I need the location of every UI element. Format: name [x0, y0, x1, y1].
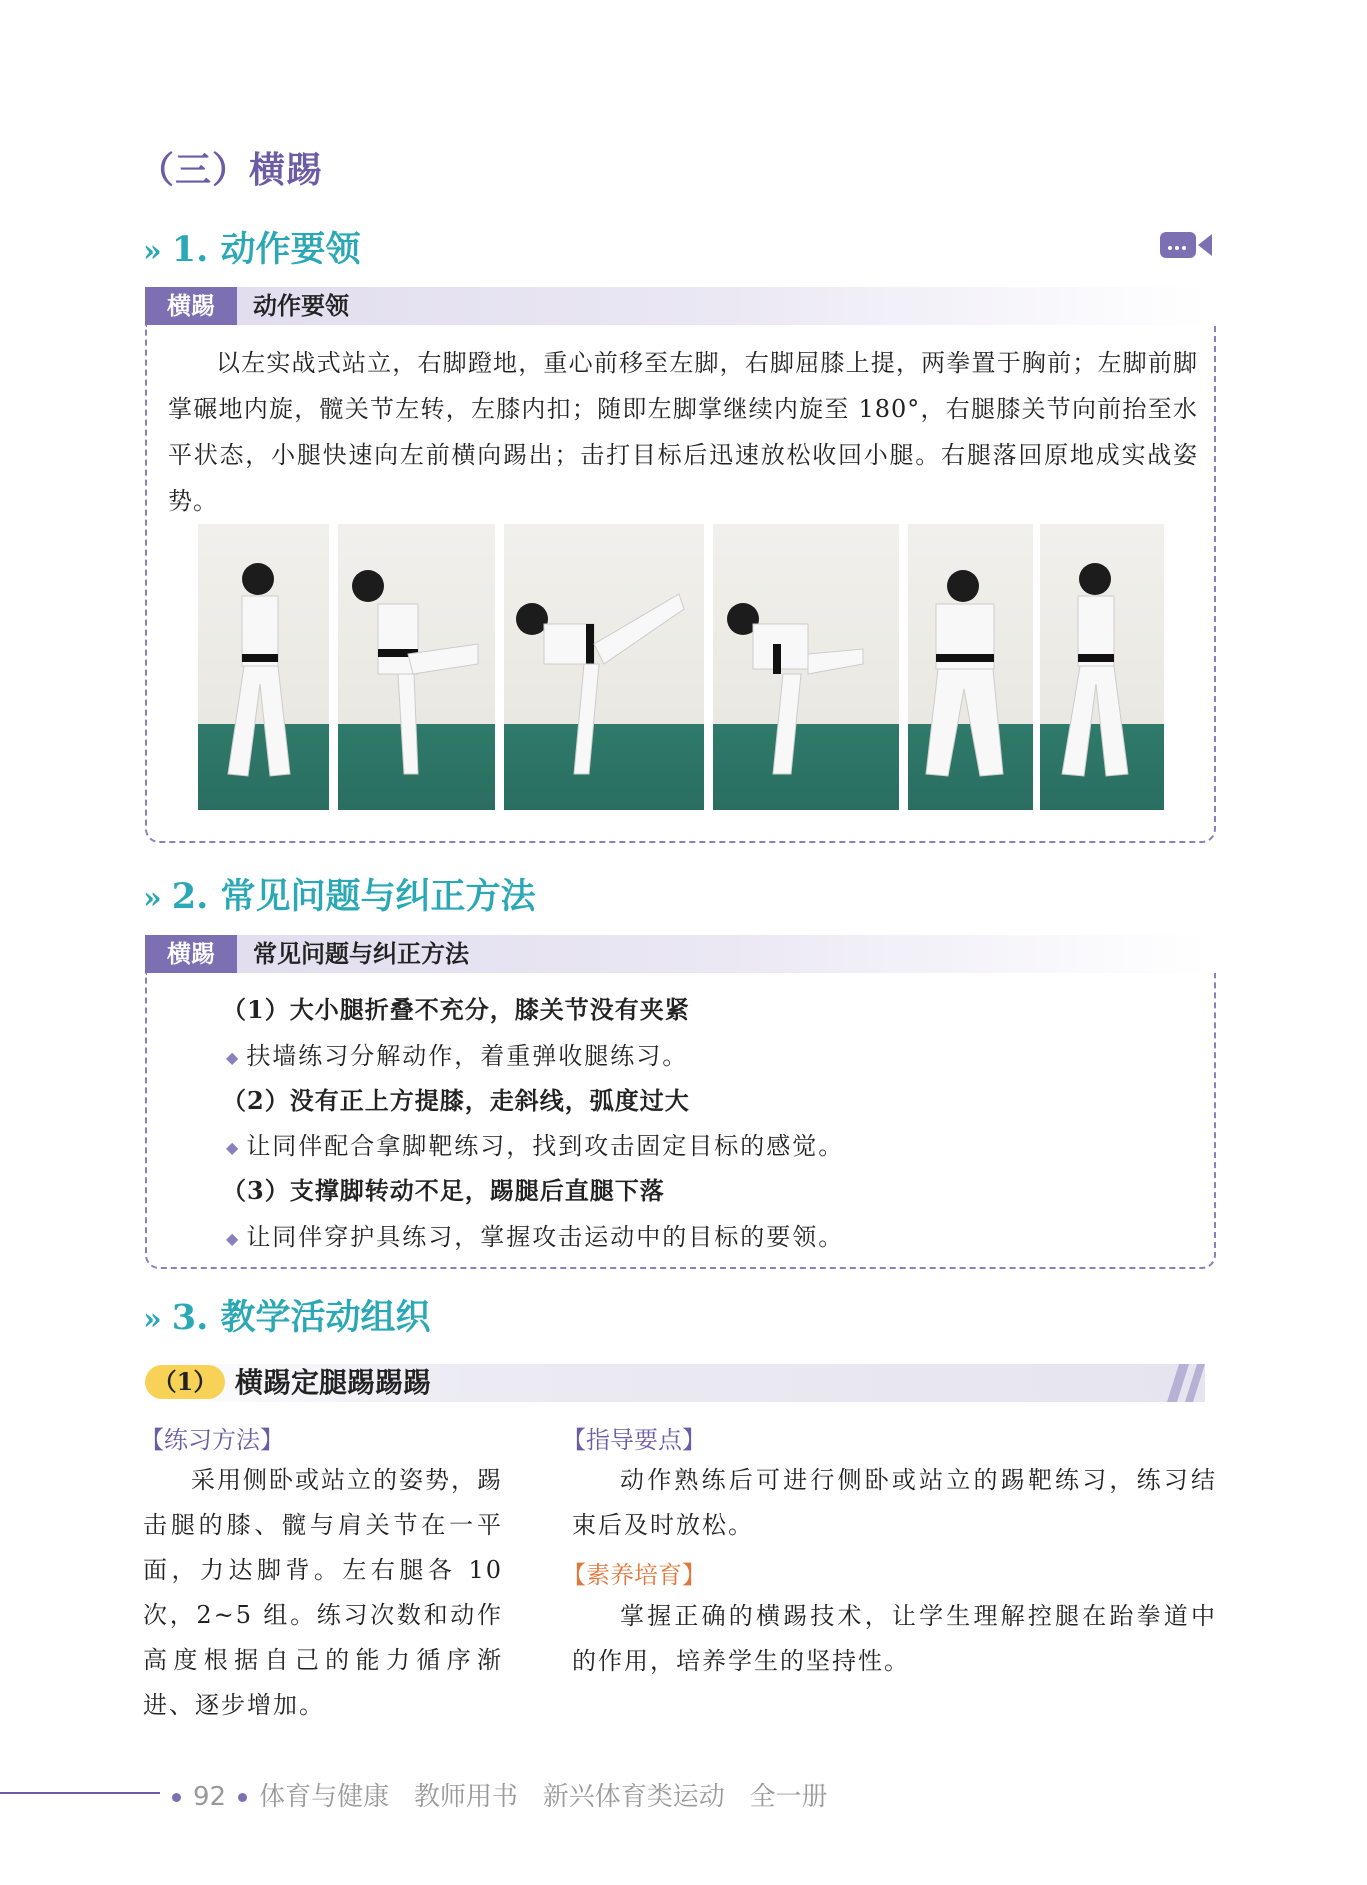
diamond-bullet-icon: ◆: [226, 1138, 241, 1157]
photo-step-4: [713, 524, 899, 810]
problem-item: （2）没有正上方提膝，走斜线，弧度过大: [222, 1086, 690, 1115]
essentials-paragraph: 以左实战式站立，右脚蹬地，重心前移至左脚，右脚屈膝上提，两拳置于胸前；左脚前脚掌碾地内旋，髋关节左转，左膝内扣；随即左脚掌继续内旋至 180°，右腿膝关节向前抬至水平状态，小腿快速向左前横向踢出；击打目标后迅速放松收回小腿。右腿落回原地成实战姿势。: [168, 349, 1198, 515]
subheading-arrow: »: [143, 881, 162, 916]
subheading-essentials: [143, 222, 360, 272]
stripe-decoration-icon: [1155, 1364, 1205, 1402]
diamond-bullet-icon: ◆: [226, 1048, 241, 1067]
subheading-arrow: »: [143, 234, 162, 269]
literacy-text: [572, 1594, 1217, 1684]
photo-step-1: [198, 524, 329, 810]
practice-label: 【练习方法】: [140, 1426, 284, 1454]
fix-text: 扶墙练习分解动作，着重弹收腿练习。: [246, 1042, 689, 1070]
problems-bar: [145, 935, 1210, 973]
activity-title: 横踢定腿踢踢踢: [235, 1366, 432, 1399]
section-title: （三）横踢: [138, 149, 324, 191]
footer-dot-icon: [172, 1793, 181, 1802]
video-camera-icon[interactable]: [1160, 230, 1212, 260]
essentials-text: [168, 340, 1198, 524]
problems-tag: 横踢: [145, 935, 237, 973]
photo-step-6: [1040, 524, 1164, 810]
book-volume: 全一册: [749, 1782, 828, 1812]
fix-item: [226, 1126, 844, 1161]
activity-number-badge: （1）: [145, 1365, 225, 1399]
practice-text: [143, 1458, 503, 1728]
problems-bar-title: 常见问题与纠正方法: [253, 940, 469, 968]
problem-item: （3）支撑脚转动不足，踢腿后直腿下落: [222, 1176, 665, 1205]
fix-item: [226, 1036, 688, 1071]
subheading-title: 2. 常见问题与纠正方法: [171, 876, 536, 917]
guidance-paragraph: 动作熟练后可进行侧卧或站立的踢靶练习，练习结束后及时放松。: [572, 1466, 1217, 1539]
activity-bar: [145, 1364, 1205, 1402]
subheading-title: 3. 教学活动组织: [171, 1297, 431, 1338]
essentials-tag: 横踢: [145, 287, 237, 325]
photo-step-3: [504, 524, 704, 810]
footer-dot-icon: [238, 1793, 247, 1802]
book-kind: 教师用书: [413, 1782, 518, 1812]
fix-text: 让同伴穿护具练习，掌握攻击运动中的目标的要领。: [246, 1223, 845, 1251]
literacy-label: 【素养培育】: [562, 1561, 706, 1589]
subheading-title: 1. 动作要领: [171, 229, 361, 270]
book-series: 新兴体育类运动: [542, 1782, 725, 1812]
practice-paragraph: 采用侧卧或站立的姿势，踢击腿的膝、髋与肩关节在一平面，力达脚背。左右腿各 10 次，2~5 组。练习次数和动作高度根据自己的能力循序渐进、逐步增加。: [143, 1466, 503, 1719]
subheading-arrow: »: [143, 1302, 162, 1337]
photo-step-2: [338, 524, 495, 810]
guidance-label: 【指导要点】: [562, 1426, 706, 1454]
fix-text: 让同伴配合拿脚靶练习，找到攻击固定目标的感觉。: [246, 1132, 845, 1160]
essentials-bar-title: 动作要领: [253, 292, 349, 320]
literacy-paragraph: 掌握正确的横踢技术，让学生理解控腿在跆拳道中的作用，培养学生的坚持性。: [572, 1602, 1217, 1675]
photo-step-5: [908, 524, 1033, 810]
footer: [160, 1776, 828, 1813]
problem-item: （1）大小腿折叠不充分，膝关节没有夹紧: [222, 995, 690, 1024]
essentials-bar: [145, 287, 1210, 325]
page-number: 92: [193, 1782, 227, 1812]
footer-rule: [0, 1792, 160, 1794]
subheading-activities: [143, 1290, 430, 1340]
book-title: 体育与健康: [259, 1782, 390, 1812]
guidance-text: [572, 1458, 1217, 1548]
subheading-problems: [143, 869, 535, 919]
fix-item: [226, 1217, 844, 1252]
diamond-bullet-icon: ◆: [226, 1229, 241, 1248]
